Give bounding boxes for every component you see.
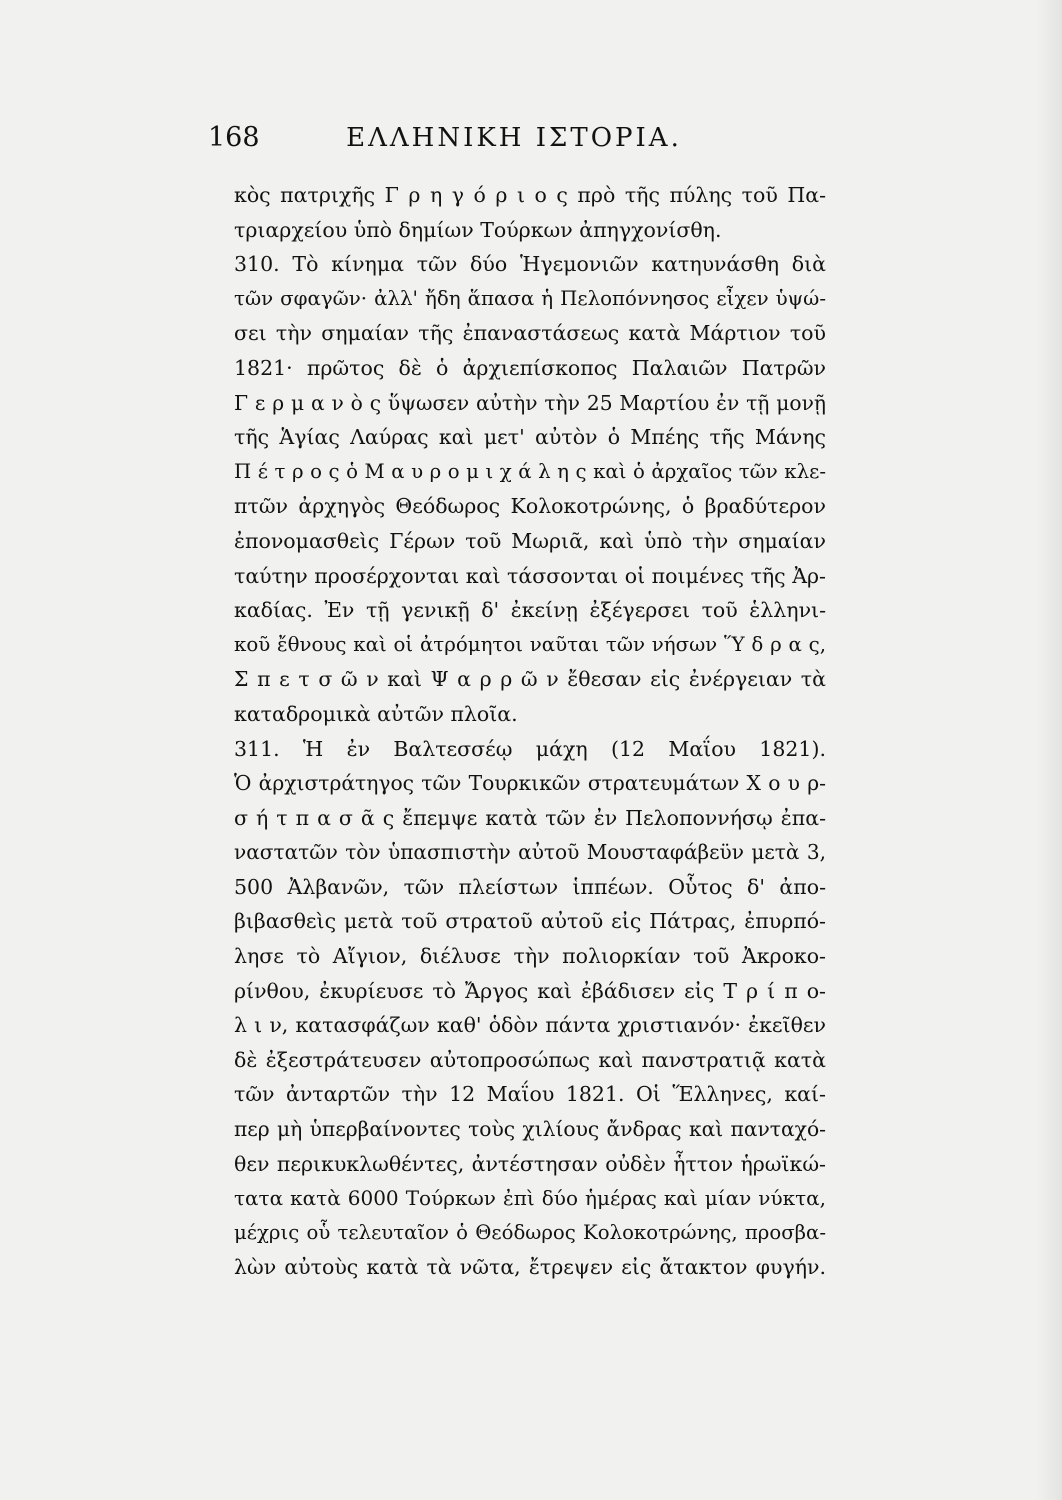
page-header — [208, 118, 820, 158]
running-title: ΕΛΛΗΝΙΚΗ ΙΣΤΟΡΙΑ. — [346, 123, 682, 153]
text-line: σει τὴν σημαίαν τῆς ἐπαναστάσεως κατὰ Μάρτιον τοῦ — [234, 321, 826, 346]
text-line: 500 Ἀλβανῶν, τῶν πλείστων ἱππέων. Οὗτος δ' ἀπο- — [234, 874, 826, 899]
text-line: λησε τὸ Αἴγιον, διέλυσε τὴν πολιορκίαν τοῦ Ἀκροκο- — [234, 944, 826, 969]
text-line: τῆς Ἁγίας Λαύρας καὶ μετ' αὐτὸν ὁ Μπέης τῆς Μάνης — [234, 425, 826, 450]
text-line: κὸς πατριχῆς Γ ρ η γ ό ρ ι ο ς πρὸ τῆς πύλης τοῦ Πα- — [234, 183, 826, 207]
text-line: ἐπονομασθεὶς Γέρων τοῦ Μωριᾶ, καὶ ὑπὸ τὴν σημαίαν — [234, 528, 826, 553]
text-line: βιβασθεὶς μετὰ τοῦ στρατοῦ αὐτοῦ εἰς Πάτρας, ἐπυρπό- — [234, 909, 826, 934]
text-line: κοῦ ἔθνους καὶ οἱ ἀτρόμητοι ναῦται τῶν νήσων Ὕ δ ρ α ς, — [234, 632, 826, 656]
text-line: 310. Τὸ κίνημα τῶν δύο Ἡγεμονιῶν κατηυνάσθη διὰ — [234, 252, 826, 277]
text-line: σ ή τ π α σ ᾶ ς ἔπεμψε κατὰ τῶν ἐν Πελοποννήσῳ ἐπα- — [234, 805, 826, 830]
text-line: τριαρχείου ὑπὸ δημίων Τούρκων ἀπηγχονίσθη. — [234, 217, 722, 242]
text-line: ρίνθου, ἐκυρίευσε τὸ Ἄργος καὶ ἐβάδισεν εἰς Τ ρ ί π ο- — [234, 978, 826, 1003]
text-line: Γ ε ρ μ α ν ὸ ς ὕψωσεν αὐτὴν τὴν 25 Μαρτίου ἐν τῇ μονῇ — [234, 390, 826, 415]
text-line: ναστατῶν τὸν ὑπασπιστὴν αὐτοῦ Μουσταφάβεϋν μετὰ 3, — [234, 840, 826, 865]
section-heading: 311. Ἡ ἐν Βαλτεσσέῳ μάχη (12 Μαΐου 1821). — [234, 736, 826, 761]
page-edge-shadow — [1036, 0, 1062, 1500]
text-line: μέχρις οὗ τελευταῖον ὁ Θεόδωρος Κολοκοτρώνης, προσβα- — [234, 1220, 826, 1244]
text-line: Ὁ ἀρχιστράτηγος τῶν Τουρκικῶν στρατευμάτων Χ ο υ ρ- — [234, 771, 826, 796]
text-line: πτῶν ἀρχηγὸς Θεόδωρος Κολοκοτρώνης, ὁ βραδύτερον — [234, 494, 826, 519]
text-line: τῶν σφαγῶν· ἀλλ' ἤδη ἅπασα ἡ Πελοπόννησος εἶχεν ὑψώ- — [234, 286, 826, 310]
text-line: τατα κατὰ 6000 Τούρκων ἐπὶ δύο ἡμέρας καὶ μίαν νύκτα, — [234, 1186, 826, 1211]
text-line: καταδρομικὰ αὐτῶν πλοῖα. — [234, 701, 518, 726]
body-text — [234, 178, 826, 1285]
text-line: λὼν αὐτοὺς κατὰ τὰ νῶτα, ἔτρεψεν εἰς ἄτακτον φυγήν. — [234, 1255, 826, 1280]
text-line: ταύτην προσέρχονται καὶ τάσσονται οἱ ποιμένες τῆς Ἀρ- — [234, 563, 826, 588]
text-line: Π έ τ ρ ο ς ὁ Μ α υ ρ ο μ ι χ ά λ η ς καὶ ὁ ἀρχαῖος τῶν κλε- — [234, 459, 826, 483]
text-line: καδίας. Ἐν τῇ γενικῇ δ' ἐκείνῃ ἐξέγερσει τοῦ ἑλληνι- — [234, 598, 826, 623]
text-line: θεν περικυκλωθέντες, ἀντέστησαν οὐδὲν ἧττον ἡρωϊκώ- — [234, 1151, 826, 1176]
page-number: 168 — [208, 122, 260, 153]
text-line: τῶν ἀνταρτῶν τὴν 12 Μαΐου 1821. Οἱ Ἕλληνες, καί- — [234, 1082, 826, 1107]
text-line: λ ι ν, κατασφάζων καθ' ὁδὸν πάντα χριστιανόν· ἐκεῖθεν — [234, 1013, 826, 1038]
text-line: δὲ ἐξεστράτευσεν αὐτοπροσώπως καὶ πανστρατιᾷ κατὰ — [234, 1047, 826, 1072]
text-line: περ μὴ ὑπερβαίνοντες τοὺς χιλίους ἄνδρας καὶ πανταχό- — [234, 1117, 826, 1142]
text-line: 1821· πρῶτος δὲ ὁ ἀρχιεπίσκοπος Παλαιῶν Πατρῶν — [234, 355, 826, 380]
text-line: Σ π ε τ σ ῶ ν καὶ Ψ α ρ ρ ῶ ν ἔθεσαν εἰς ἐνέργειαν τὰ — [234, 667, 826, 692]
